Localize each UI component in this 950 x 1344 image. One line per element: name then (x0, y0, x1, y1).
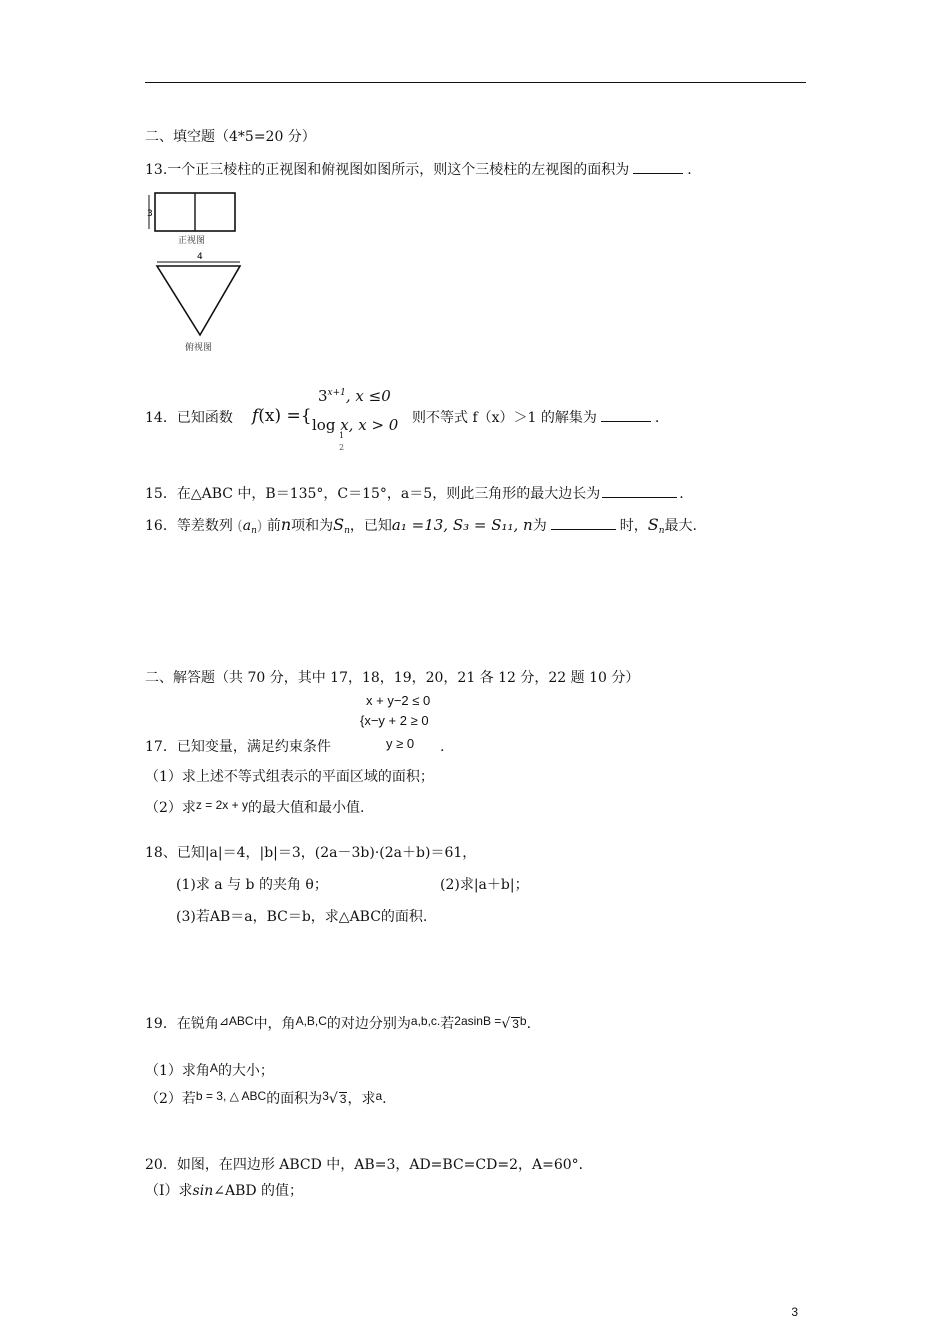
page-number: 3 (791, 1305, 798, 1319)
log-base-num: 1 (339, 431, 345, 440)
piecewise-case-1: $3^{x+1}$, x ≤0 (318, 387, 391, 405)
question-19-part-2: （2）若b = 3, △ ABC的面积为3√ 3，求a. (145, 1089, 387, 1107)
answer-blank-15 (602, 487, 677, 498)
question-19-part-1: （1）求角A的大小； (145, 1061, 274, 1079)
question-13: 13.一个正三棱柱的正视图和俯视图如图所示，则这个三棱柱的左视图的面积为 . (145, 162, 692, 178)
constraint-1: x + y−2 ≤ 0 (366, 693, 431, 708)
question-16: 16．等差数列 $(a_n)$ 前n项和为$S_n$，已知a₁ =13, S₃ = S₁₁, n为 时，$S_n$最大. (145, 515, 697, 536)
constraint-2: {x−y + 2 ≥ 0 (360, 713, 429, 728)
front-view-dim: 3 (147, 209, 153, 219)
piecewise-case-2: log x, x > 0 (312, 416, 399, 434)
question-18-part-2: (2)求|a＋b|； (440, 877, 529, 893)
top-view-dim: 4 (197, 252, 203, 262)
top-view-label: 俯视图 (185, 343, 213, 353)
section-fill-in-title: 二、填空题（4*5=20 分） (145, 129, 316, 145)
question-17: 17．已知变量，满足约束条件 (145, 739, 331, 755)
log-base-den: 2 (339, 443, 345, 452)
constraint-3: y ≥ 0 (386, 736, 415, 751)
question-18-part-1: (1)求 a 与 b 的夹角 θ； (176, 877, 328, 893)
question-18-part-3: (3)若AB＝a，BC＝b，求△ABC的面积. (176, 909, 428, 925)
question-20: 20．如图，在四边形 ABCD 中，AB=3，AD=BC=CD=2，A=60°． (145, 1157, 593, 1173)
three-view-figure (145, 190, 255, 355)
question-15: 15．在△ABC 中，B＝135°，C＝15°，a＝5，则此三角形的最大边长为 . (145, 486, 684, 502)
question-14-tail: 则不等式 f（x）＞1 的解集为 . (412, 410, 660, 426)
answer-blank-16 (551, 519, 616, 530)
header-rule (145, 82, 806, 83)
question-14-fx: f(x) ={ (252, 406, 312, 426)
question-20-part-1: （Ⅰ）求sin∠ABD 的值； (145, 1183, 304, 1199)
answer-blank-14 (601, 411, 651, 422)
question-17-part-2: （2）求z = 2x + y的最大值和最小值. (145, 798, 365, 816)
question-19: 19．在锐角⊿ABC中，角A,B,C的对边分别为a,b,c.若2asinB =√ 3b. (145, 1014, 532, 1032)
answer-blank-13 (633, 163, 683, 174)
front-view-label: 正视图 (178, 236, 206, 246)
question-14-prefix: 14．已知函数 (145, 410, 233, 426)
section-answer-title: 二、解答题（共 70 分，其中 17，18，19，20，21 各 12 分，22 题 10 分） (145, 670, 640, 686)
question-13-text: 13.一个正三棱柱的正视图和俯视图如图所示，则这个三棱柱的左视图的面积为 (145, 162, 630, 178)
question-17-part-1: （1）求上述不等式组表示的平面区域的面积； (145, 769, 434, 785)
question-18: 18、已知|a|＝4，|b|＝3，(2a－3b)·(2a＋b)＝61， (145, 845, 477, 861)
